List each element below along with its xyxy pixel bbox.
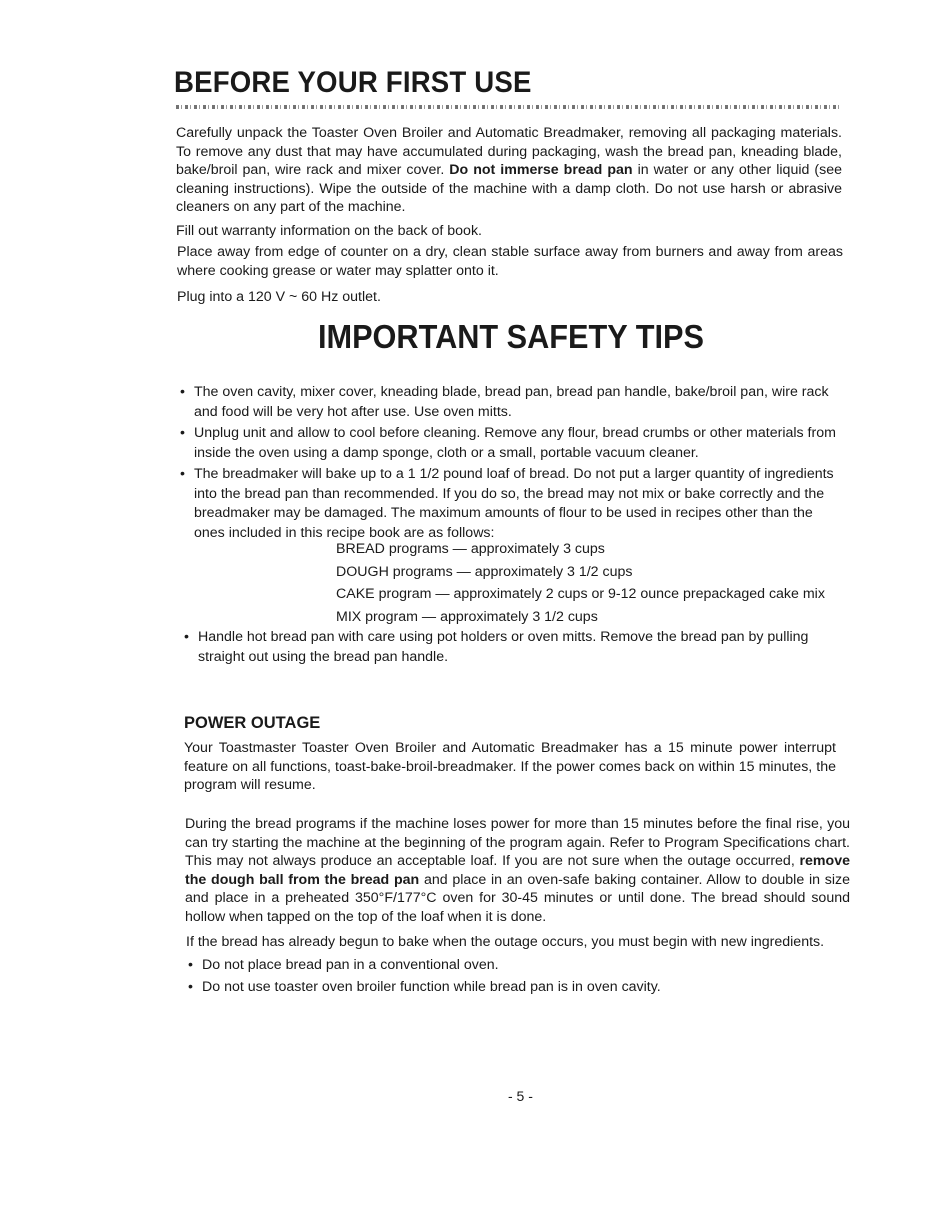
- paragraph-outage-text-cont: and place in an oven-safe baking container. Allow to double in size and place in a preheated 350°F/177°C oven for 30-45 minutes or until done. The bread should sound hollow when tapped on the top of the loaf when it is done.: [185, 871, 850, 925]
- bullet-text: Do not use toaster oven broiler function while bread pan is in oven cavity.: [202, 978, 661, 995]
- bullet-icon: •: [184, 629, 189, 645]
- paragraph-outage-text: During the bread programs if the machine loses power for more than 15 minutes before the final rise, you can try starting the machine at the beginning of the program again. Refer to Program Specifications chart. This may not always produce an acceptable loaf. If you are not sure when the outage occurred,: [185, 816, 850, 870]
- bullet-text: The breadmaker will bake up to a 1 1/2 pound loaf of bread. Do not put a larger quantity of ingredients into the bread pan than recommended. If you do so, the bread may not mix or bake correctly and the breadmaker may be damaged. The maximum amounts of flour to be used in recipes other than the ones included in this recipe book are as follows:: [194, 466, 834, 541]
- bullet-text: Do not place bread pan in a conventional oven.: [202, 957, 499, 973]
- paragraph-outage-warning: remove the dough ball from the bread pan: [185, 853, 850, 888]
- safety-bullet-hot-parts: [178, 383, 842, 422]
- bullet-icon: •: [180, 384, 185, 400]
- paragraph-plug: Plug into a 120 V ~ 60 Hz outlet.: [177, 289, 381, 305]
- flour-amount-dough: DOUGH programs — approximately 3 1/2 cups: [336, 563, 633, 580]
- title-underline-rule: [176, 105, 840, 109]
- bullet-icon: •: [188, 978, 193, 995]
- paragraph-new-ingredients: If the bread has already begun to bake when the outage occurs, you must begin with new ingredients.: [186, 934, 825, 950]
- flour-amounts-list: [336, 538, 856, 628]
- bullet-text: Handle hot bread pan with care using pot holders or oven mitts. Remove the bread pan by pulling straight out using the bread pan handle.: [198, 629, 809, 665]
- paragraph-unpack-warning: Do not immerse bread pan: [449, 162, 633, 179]
- flour-amount-mix: MIX program — approximately 3 1/2 cups: [336, 608, 598, 625]
- bullet-icon: •: [188, 957, 193, 973]
- section-title-safety-tips: IMPORTANT SAFETY TIPS: [318, 318, 704, 355]
- page-number: - 5 -: [508, 1088, 533, 1104]
- paragraph-interrupt-feature: Your Toastmaster Toaster Oven Broiler and Automatic Breadmaker has a 15 minute power interrupt feature on all functions, toast-bake-broil-breadmaker. If the power comes back on within 15 minutes, the program will resume.: [184, 740, 836, 794]
- section-title-power-outage: POWER OUTAGE: [184, 714, 321, 732]
- outage-bullet-broiler-function: [186, 978, 850, 998]
- paragraph-unpack-text-cont: in water or any other liquid (see cleaning instructions). Wipe the outside of the machine with a damp cloth. Do not use harsh or abrasive cleaners on any part of the machine.: [176, 162, 842, 216]
- paragraph-warranty: Fill out warranty information on the back of book.: [176, 223, 482, 239]
- paragraph-unpack-text: Carefully unpack the Toaster Oven Broiler and Automatic Breadmaker, removing all packaging materials. To remove any dust that may have accumulated during packaging, wash the bread pan, kneading blade, bake/broil pan, wire rack and mixer cover.: [176, 125, 842, 179]
- flour-amount-bread: BREAD programs — approximately 3 cups: [336, 541, 605, 557]
- section-title-before-first-use: BEFORE YOUR FIRST USE: [174, 66, 532, 99]
- outage-bullet-conventional-oven: [186, 956, 850, 976]
- bullet-icon: •: [180, 425, 185, 441]
- flour-amount-cake: CAKE program — approximately 2 cups or 9-12 ounce prepackaged cake mix: [336, 586, 825, 602]
- bullet-text: The oven cavity, mixer cover, kneading blade, bread pan, bread pan handle, bake/broil pan, wire rack and food will be very hot after use. Use oven mitts.: [194, 384, 829, 420]
- paragraph-placement: Place away from edge of counter on a dry, clean stable surface away from burners and away from areas where cooking grease or water may splatter onto it.: [177, 244, 843, 279]
- paragraph-outage-procedure: [185, 815, 850, 927]
- outage-dont-list: [186, 956, 850, 999]
- bullet-icon: •: [180, 466, 185, 482]
- safety-bullet-list-2: [182, 628, 846, 669]
- safety-bullet-unplug: [178, 424, 842, 463]
- paragraph-unpack: [176, 124, 842, 217]
- bullet-text: Unplug unit and allow to cool before cleaning. Remove any flour, bread crumbs or other materials from inside the oven using a damp sponge, cloth or a small, portable vacuum cleaner.: [194, 425, 836, 461]
- safety-bullet-handle-pan: [182, 628, 846, 667]
- safety-bullet-loaf-size: [178, 465, 842, 543]
- safety-bullet-list: [178, 383, 842, 545]
